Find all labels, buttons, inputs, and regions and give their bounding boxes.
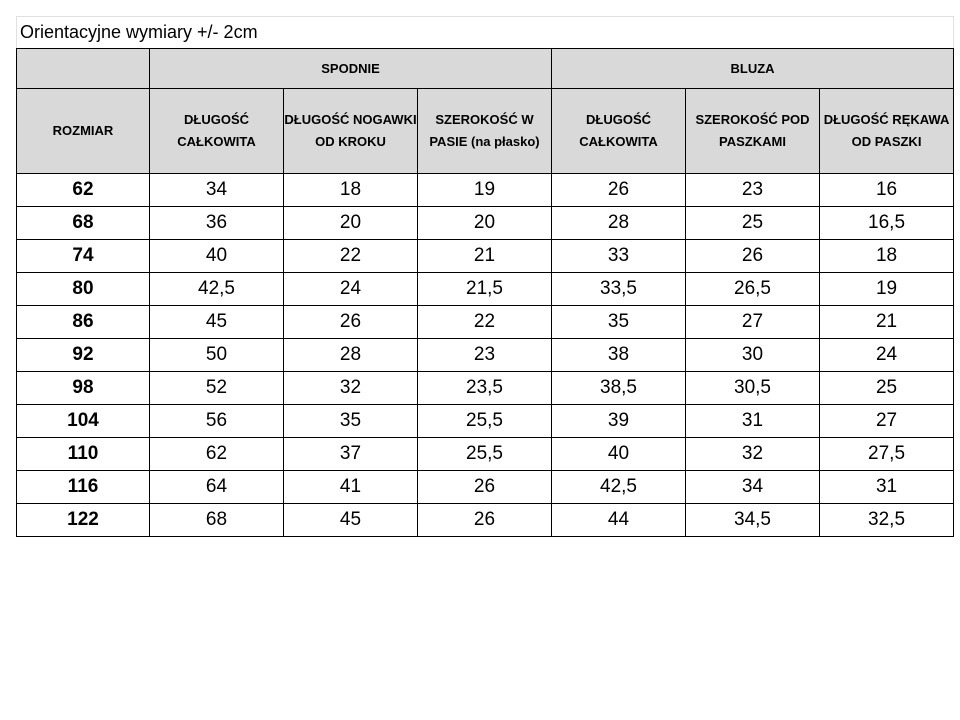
measurement-cell: 21	[820, 306, 954, 339]
measurement-cell: 26	[418, 471, 552, 504]
size-cell: 74	[17, 240, 150, 273]
measurement-cell: 45	[284, 504, 418, 537]
measurement-cell: 45	[150, 306, 284, 339]
measurement-cell: 38	[552, 339, 686, 372]
measurement-cell: 62	[150, 438, 284, 471]
column-header-spodnie-dlugosc-calkowita: DŁUGOŚĆ CAŁKOWITA	[150, 89, 284, 174]
size-table	[16, 16, 954, 537]
column-header-bluza-szerokosc-pod-paszkami: SZEROKOŚĆ POD PASZKAMI	[686, 89, 820, 174]
measurement-cell: 40	[552, 438, 686, 471]
measurement-cell: 44	[552, 504, 686, 537]
size-cell: 92	[17, 339, 150, 372]
measurement-cell: 20	[418, 207, 552, 240]
table-row	[17, 438, 954, 471]
measurement-cell: 19	[418, 174, 552, 207]
measurement-cell: 23	[686, 174, 820, 207]
measurement-cell: 31	[820, 471, 954, 504]
measurement-cell: 24	[820, 339, 954, 372]
measurement-cell: 31	[686, 405, 820, 438]
measurement-cell: 18	[820, 240, 954, 273]
table-row	[17, 240, 954, 273]
size-cell: 116	[17, 471, 150, 504]
size-cell: 80	[17, 273, 150, 306]
table-row	[17, 405, 954, 438]
measurement-cell: 41	[284, 471, 418, 504]
measurement-cell: 16,5	[820, 207, 954, 240]
table-row	[17, 372, 954, 405]
measurement-cell: 27	[820, 405, 954, 438]
measurement-cell: 33	[552, 240, 686, 273]
measurement-cell: 26,5	[686, 273, 820, 306]
measurement-cell: 32,5	[820, 504, 954, 537]
group-header-empty	[17, 49, 150, 89]
measurement-cell: 25,5	[418, 405, 552, 438]
measurement-cell: 22	[284, 240, 418, 273]
group-header-spodnie: SPODNIE	[150, 49, 552, 89]
table-row	[17, 207, 954, 240]
measurement-cell: 19	[820, 273, 954, 306]
table-row	[17, 306, 954, 339]
group-header-bluza: BLUZA	[552, 49, 954, 89]
measurement-cell: 39	[552, 405, 686, 438]
measurement-cell: 28	[552, 207, 686, 240]
size-cell: 104	[17, 405, 150, 438]
measurement-cell: 23,5	[418, 372, 552, 405]
measurement-cell: 21	[418, 240, 552, 273]
measurement-cell: 42,5	[150, 273, 284, 306]
measurement-cell: 52	[150, 372, 284, 405]
table-row	[17, 339, 954, 372]
measurement-cell: 34	[150, 174, 284, 207]
measurement-cell: 26	[418, 504, 552, 537]
measurement-cell: 56	[150, 405, 284, 438]
measurement-cell: 38,5	[552, 372, 686, 405]
measurement-cell: 30	[686, 339, 820, 372]
measurement-cell: 26	[686, 240, 820, 273]
measurement-cell: 34,5	[686, 504, 820, 537]
column-header-bluza-dlugosc-rekawa: DŁUGOŚĆ RĘKAWA OD PASZKI	[820, 89, 954, 174]
measurement-cell: 18	[284, 174, 418, 207]
table-row	[17, 174, 954, 207]
measurement-cell: 33,5	[552, 273, 686, 306]
column-header-spodnie-szerokosc-w-pasie: SZEROKOŚĆ W PASIE (na płasko)	[418, 89, 552, 174]
column-header-row	[17, 89, 954, 174]
size-cell: 122	[17, 504, 150, 537]
measurement-cell: 28	[284, 339, 418, 372]
measurement-cell: 25,5	[418, 438, 552, 471]
measurement-cell: 64	[150, 471, 284, 504]
measurement-cell: 40	[150, 240, 284, 273]
table-row	[17, 471, 954, 504]
size-cell: 110	[17, 438, 150, 471]
measurement-cell: 26	[284, 306, 418, 339]
measurement-cell: 35	[552, 306, 686, 339]
table-row	[17, 273, 954, 306]
measurement-cell: 50	[150, 339, 284, 372]
measurement-cell: 35	[284, 405, 418, 438]
measurement-cell: 36	[150, 207, 284, 240]
measurement-cell: 25	[686, 207, 820, 240]
measurement-cell: 37	[284, 438, 418, 471]
measurement-cell: 26	[552, 174, 686, 207]
measurement-cell: 25	[820, 372, 954, 405]
measurement-cell: 27,5	[820, 438, 954, 471]
size-cell: 68	[17, 207, 150, 240]
measurement-cell: 20	[284, 207, 418, 240]
size-cell: 98	[17, 372, 150, 405]
measurement-cell: 16	[820, 174, 954, 207]
measurement-cell: 24	[284, 273, 418, 306]
measurement-cell: 27	[686, 306, 820, 339]
measurement-cell: 34	[686, 471, 820, 504]
measurement-cell: 30,5	[686, 372, 820, 405]
column-header-rozmiar: ROZMIAR	[17, 89, 150, 174]
measurement-cell: 23	[418, 339, 552, 372]
size-cell: 86	[17, 306, 150, 339]
measurement-cell: 42,5	[552, 471, 686, 504]
table-row	[17, 504, 954, 537]
table-title: Orientacyjne wymiary +/- 2cm	[17, 17, 954, 49]
measurement-cell: 68	[150, 504, 284, 537]
measurement-cell: 32	[686, 438, 820, 471]
group-header-row	[17, 49, 954, 89]
column-header-bluza-dlugosc-calkowita: DŁUGOŚĆ CAŁKOWITA	[552, 89, 686, 174]
measurement-cell: 22	[418, 306, 552, 339]
measurement-cell: 32	[284, 372, 418, 405]
measurement-cell: 21,5	[418, 273, 552, 306]
column-header-spodnie-dlugosc-nogawki: DŁUGOŚĆ NOGAWKI OD KROKU	[284, 89, 418, 174]
size-cell: 62	[17, 174, 150, 207]
